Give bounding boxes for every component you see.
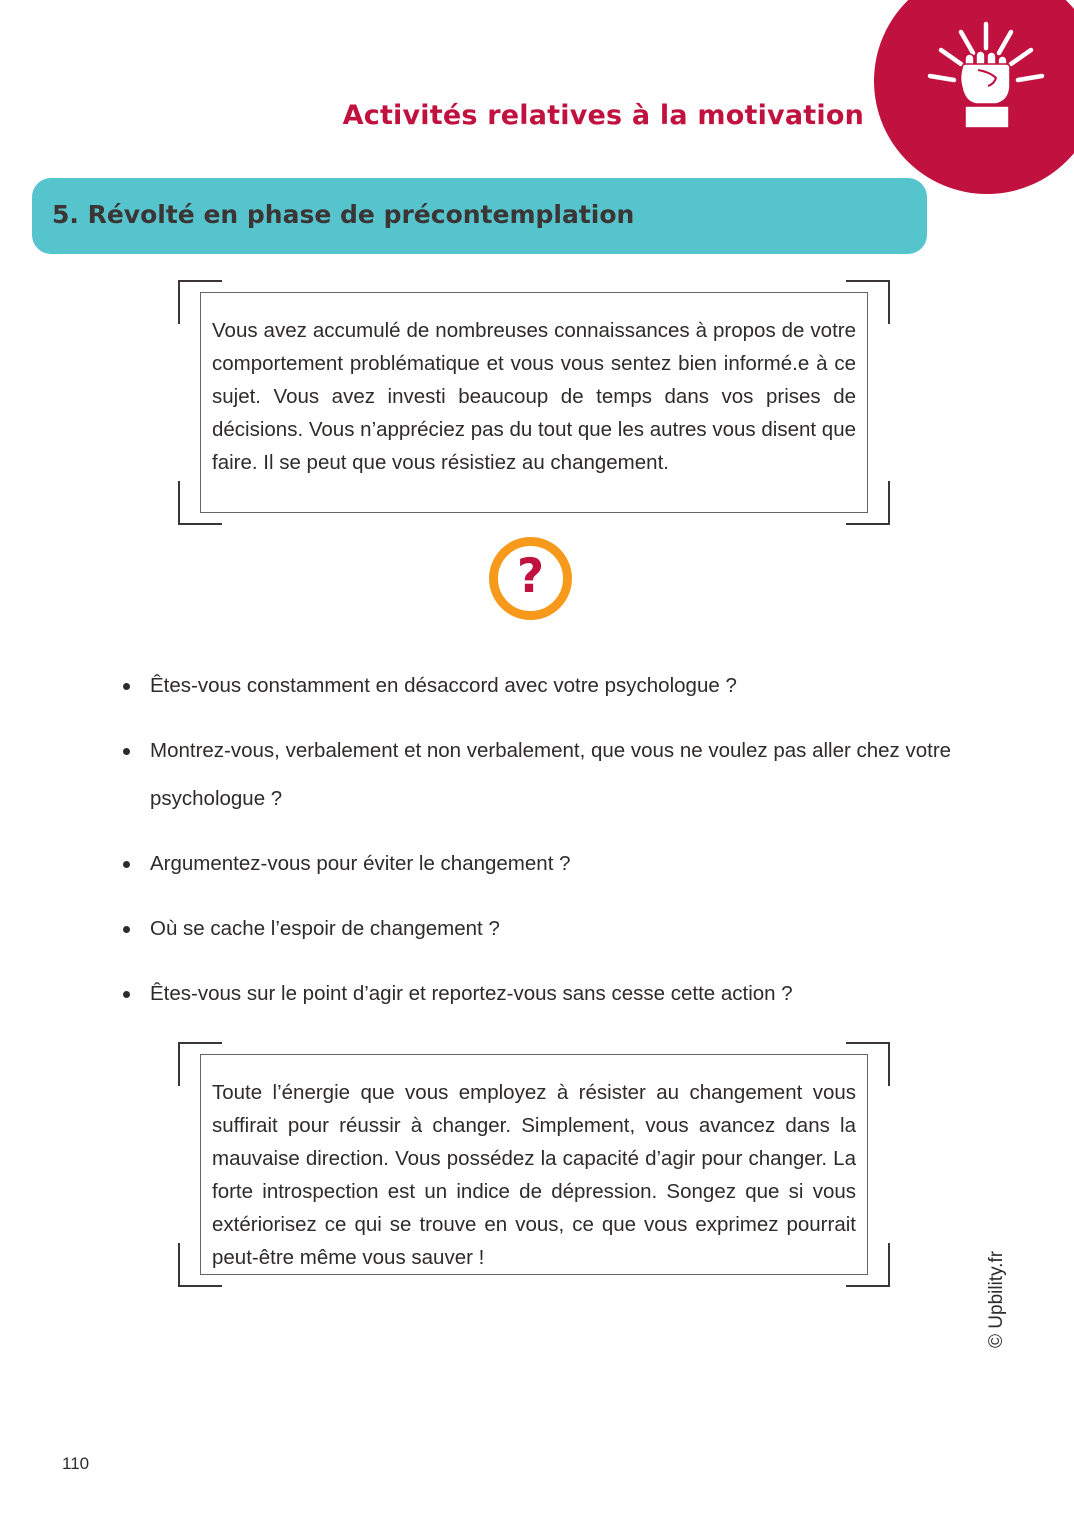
section-banner: [32, 178, 927, 254]
section-title: 5. Révolté en phase de précontemplation: [52, 200, 635, 229]
list-item-label: Où se cache l’espoir de changement ?: [150, 917, 500, 940]
list-item: [118, 905, 1018, 953]
bullet-dot-icon: [123, 748, 130, 755]
bullet-dot-icon: [123, 683, 130, 690]
list-item: [118, 970, 1018, 1018]
list-item-label: Montrez-vous, verbalement et non verbalement, que vous ne voulez pas aller chez votre psychologue ?: [150, 739, 952, 810]
question-list: [118, 662, 1018, 1035]
list-item-label: Argumentez-vous pour éviter le changement ?: [150, 852, 571, 875]
raised-fist-icon: [916, 14, 1056, 144]
list-item: [118, 662, 1018, 710]
copyright-notice: [950, 1028, 1007, 1348]
question-mark-icon: [489, 537, 572, 620]
question-mark-glyph: ?: [516, 549, 545, 604]
list-item: [118, 840, 1018, 888]
copyright-label: © Upbility.fr: [986, 1250, 1007, 1348]
outro-text: Toute l’énergie que vous employez à résister au changement vous suffirait pour réussir à changer. Simplement, vous avancez dans la mauvaise direction. Vous possédez la capacité d’agir pour changer. La forte introspection est un indice de dépression. Songez que si vous extériorisez ce qui se trouve en vous, ce que vous exprimez pourrait peut-être même vous sauver !: [212, 1081, 856, 1269]
intro-textbox: [178, 280, 890, 525]
bullet-dot-icon: [123, 926, 130, 933]
page-number: 110: [62, 1454, 90, 1473]
intro-text: Vous avez accumulé de nombreuses connaissances à propos de votre comportement problématique et vous vous sentez bien informé.e à ce sujet. Vous avez investi beaucoup de temps dans vos prises de décisions. Vous n’appréciez pas du tout que les autres vous disent que faire. Il se peut que vous résistiez au changement.: [212, 319, 856, 474]
list-item: [118, 727, 1018, 823]
outro-textbox: [178, 1042, 890, 1287]
bullet-dot-icon: [123, 991, 130, 998]
bullet-dot-icon: [123, 861, 130, 868]
list-item-label: Êtes-vous constamment en désaccord avec votre psychologue ?: [150, 674, 737, 697]
page-title: Activités relatives à la motivation: [342, 100, 864, 131]
list-item-label: Êtes-vous sur le point d’agir et reportez-vous sans cesse cette action ?: [150, 982, 793, 1005]
